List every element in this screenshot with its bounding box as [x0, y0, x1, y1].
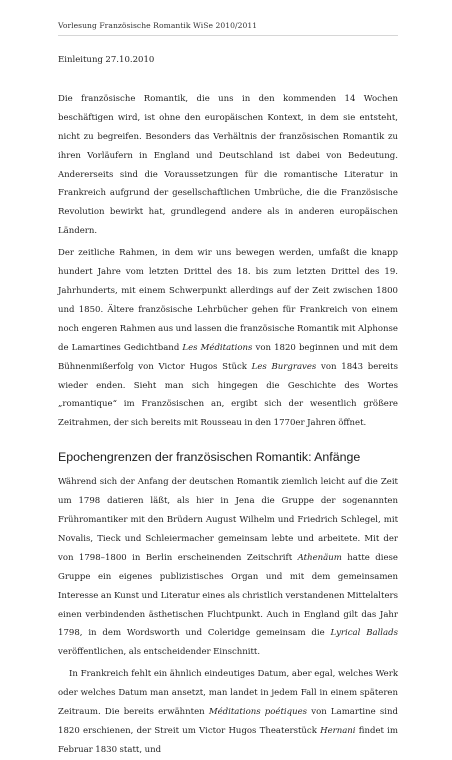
text-run: In Frankreich fehlt ein ähnlich eindeutiges Datum, aber egal, welches Werk oder welches Datum man ansetzt, man landet in jedem Fall in einem späteren Zeitraum. Die bereits erwähnten [58, 669, 398, 718]
text-run: Der zeitliche Rahmen, in dem wir uns bewegen werden, umfaßt die knapp hundert Jahre vom letzten Drittel des 18. bis zum letzten Drittel des 19. Jahrhunderts, mit einem Schwerpunkt allerdings auf der Zeit zwischen 1800 und 1850. Ältere französische Lehrbücher gehen für Frankreich von einem noch engeren Rahmen aus und lassen die französische Romantik mit Alphonse de Lamartines Gedichtband [58, 248, 398, 353]
text-run: von 1820 beginnen und mit dem Bühnenmißerfolg von Victor Hugos Stück [58, 342, 398, 372]
section-paragraph-2 [58, 665, 398, 760]
intro-paragraph-2 [58, 244, 398, 433]
header-divider [58, 35, 398, 36]
running-header: Vorlesung Französische Romantik WiSe 2010/2011 [58, 21, 258, 30]
text-run: veröffentlichen, als entscheidender Einschnitt. [58, 647, 261, 658]
text-run: von Lamartine sind 1820 erschienen, der Streit um Victor Hugos Theaterstück [58, 707, 398, 736]
section-paragraph-1 [58, 473, 398, 662]
work-title-lyrical-ballads: Lyrical Ballads [330, 628, 398, 639]
work-title-meditations: Les Méditations [182, 342, 253, 353]
work-title-meditations-poetiques: Méditations poétiques [208, 707, 308, 718]
text-run: findet im Februar 1830 statt, und [58, 726, 398, 755]
lecture-date-line: Einleitung 27.10.2010 [58, 55, 155, 65]
journal-title-athenaeum: Athenäum [297, 552, 342, 563]
document-body [58, 51, 398, 760]
text-run: von 1843 bereits wieder enden. Sieht man sich hingegen die Geschichte des Wortes „romantique“ im Französischen an, ergibt sich der wesentlich größere Zeitrahmen, der sich bereits mit Rousseau in den 1770er Jahren öffnet. [58, 361, 398, 429]
intro-paragraph-1: Die französische Romantik, die uns in den kommenden 14 Wochen beschäftigen wird, ist ohne den europäischen Kontext, in dem sie entsteht, nicht zu begreifen. Besonders das Verhältnis der französischen Romantik zu ihren Vorläufern in England und Deutschland ist dabei von Bedeutung. Andererseits sind die Voraussetzungen für die romantische Literatur in Frankreich aufgrund der gesellschaftlichen Umbrüche, die die Französische Revolution bewirkt hat, grundlegend andere als in anderen europäischen Ländern. [58, 93, 398, 237]
text-run: hatte diese Gruppe ein eigenes publizistisches Organ und mit dem gemeinsamen Interesse an Kunst und Literatur eines als christlich verstandenen Mittelalters einen verbindenden ästhetischen Fluchtpunkt. Auch in England gilt das Jahr 1798, in dem Wordsworth und Coleridge gemeinsam die [58, 552, 398, 639]
work-title-hernani: Hernani [320, 726, 356, 736]
work-title-burgraves: Les Burgraves [251, 361, 317, 372]
text-run: Während sich der Anfang der deutschen Romantik ziemlich leicht auf die Zeit um 1798 datieren läßt, als hier in Jena die Gruppe der sogenannten Frühromantiker mit den Brüdern August Wilhelm und Friedrich Schlegel, mit Novalis, Tieck und Schleiermacher gemeinsam lebte und arbeitete. Mit der von 1798–1800 in Berlin erscheinenden Zeitschrift [58, 477, 398, 563]
section-heading: Epochengrenzen der französischen Romantik: Anfänge [58, 450, 361, 465]
